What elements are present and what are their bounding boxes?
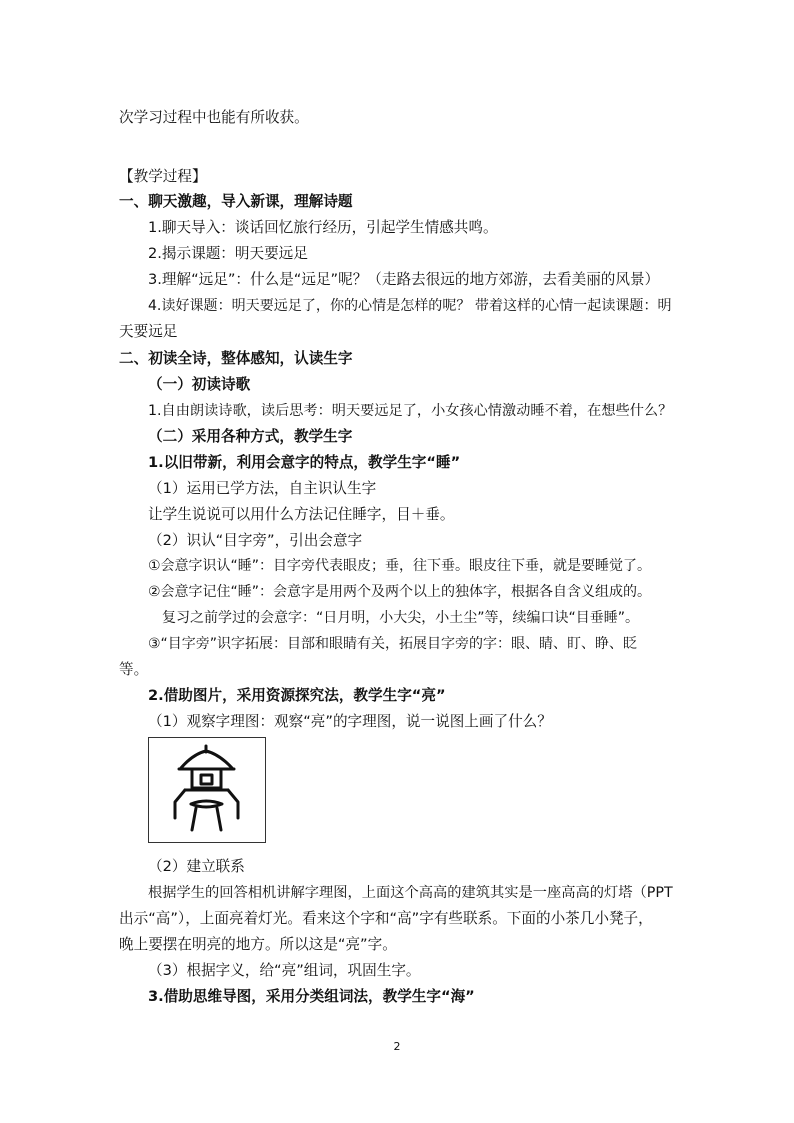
text-line: 天要远足: [119, 323, 178, 340]
text-line: ②会意字记住“睡”：会意字是用两个及两个以上的独体字，根据各自含义组成的。: [148, 584, 652, 600]
text-line: 2.揭示课题：明天要远足: [148, 245, 308, 262]
text-line: （2）识认“目字旁”，引出会意字: [148, 532, 363, 549]
section-heading: 一、聊天激趣，导入新课，理解诗题: [119, 193, 353, 210]
item-heading: 1.以旧带新，利用会意字的特点，教学生字“睡”: [148, 454, 461, 471]
text-line: 4.读好课题：明天要远足了，你的心情是怎样的呢？ 带着这样的心情一起读课题：明: [148, 298, 672, 314]
subsection-heading: （二）采用各种方式，教学生字: [148, 428, 353, 445]
text-line: 让学生说说可以用什么方法记住睡字，目＋垂。: [148, 506, 455, 523]
text-line: （1）观察字理图：观察“亮”的字理图，说一说图上画了什么？: [148, 713, 552, 730]
text-line: ③“目字旁”识字拓展：目部和眼睛有关，拓展目字旁的字：眼、睛、盯、睁、眨: [148, 636, 638, 652]
subsection-heading: （一）初读诗歌: [148, 376, 251, 393]
text-line: 1.自由朗读诗歌，读后思考：明天要远足了，小女孩心情激动睡不着，在想些什么？: [148, 403, 673, 419]
text-line: 等。: [119, 661, 149, 678]
text-line: 晚上要摆在明亮的地方。所以这是“亮”字。: [119, 936, 397, 953]
section-heading: 二、初读全诗，整体感知，认读生字: [119, 350, 353, 367]
character-etymology-image: [148, 737, 266, 843]
lighthouse-drawing: [149, 738, 264, 841]
text-line: （1）运用已学方法，自主识认生字: [148, 480, 377, 497]
section-heading: 【教学过程】: [119, 168, 207, 185]
text-line: 3.理解“远足”：什么是“远足”呢？（走路去很远的地方郊游，去看美丽的风景）: [148, 271, 660, 288]
text-line: 复习之前学过的会意字：“日月明，小大尖，小土尘”等，续编口诀“目垂睡”。: [162, 610, 640, 626]
text-line: 根据学生的回答相机讲解字理图，上面这个高高的建筑其实是一座高高的灯塔（PPT: [148, 885, 673, 901]
text-line: （2）建立联系: [148, 858, 245, 875]
text-line: （3）根据字义，给“亮”组词，巩固生字。: [148, 962, 421, 979]
text-line: ①会意字识认“睡”：目字旁代表眼皮；垂，往下垂。眼皮往下垂，就是要睡觉了。: [148, 558, 652, 574]
text-line: 次学习过程中也能有所收获。: [119, 109, 309, 126]
page-number: 2: [393, 1040, 401, 1053]
item-heading: 3.借助思维导图，采用分类组词法，教学生字“海”: [148, 988, 475, 1005]
text-line: 出示“高”），上面亮着灯光。看来这个字和“高”字有些联系。下面的小茶几小凳子，: [119, 910, 653, 927]
item-heading: 2.借助图片，采用资源探究法，教学生字“亮”: [148, 687, 446, 704]
text-line: 1.聊天导入：谈话回忆旅行经历，引起学生情感共鸣。: [148, 219, 498, 236]
